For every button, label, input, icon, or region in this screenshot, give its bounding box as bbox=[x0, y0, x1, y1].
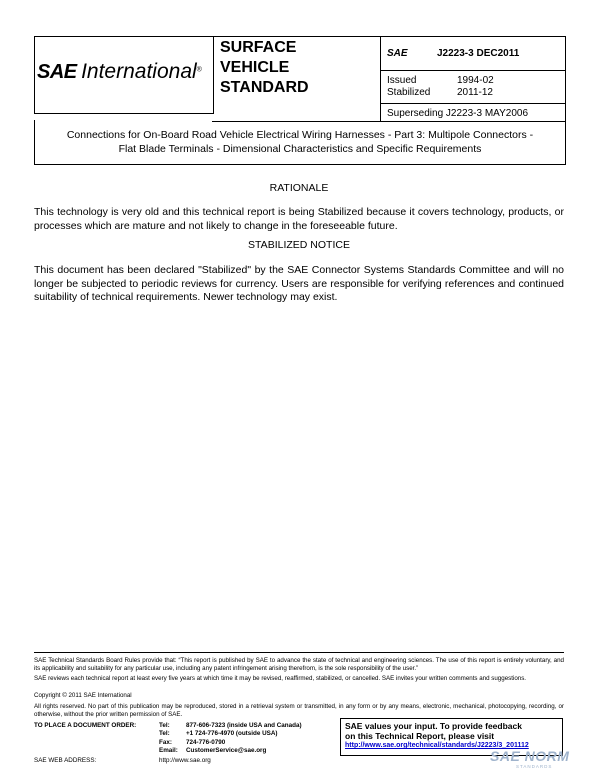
logo-sae-text: SAE bbox=[37, 61, 77, 83]
subject-line-2: Flat Blade Terminals - Dimensional Characteristics and Specific Requirements bbox=[118, 143, 482, 155]
fax-label: Fax: bbox=[159, 739, 172, 746]
subject-line-1: Connections for On-Board Road Vehicle Electrical Wiring Harnesses - Part 3: Multipole Connectors - bbox=[66, 129, 534, 141]
sae-international-logo bbox=[37, 60, 202, 84]
feedback-line-2: on this Technical Report, please visit bbox=[345, 731, 495, 741]
rationale-text: This technology is very old and this technical report is being Stabilized because it covers technology, products, or processes which are mature and not likely to change in the foreseeable future. bbox=[34, 206, 564, 232]
doc-id-row bbox=[381, 37, 565, 71]
watermark-subtext: STANDARDS bbox=[516, 764, 553, 769]
email-value[interactable]: CustomerService@sae.org bbox=[186, 747, 267, 754]
logo-registered-mark: ® bbox=[196, 66, 202, 74]
stabilized-notice-heading: STABILIZED NOTICE bbox=[248, 239, 350, 251]
tel1-value: 877-606-7323 (inside USA and Canada) bbox=[186, 722, 302, 729]
footer-review: SAE reviews each technical report at least every five years at which time it may be revised, reaffirmed, stabilized, or cancelled. SAE invites your written comments and suggestions. bbox=[34, 675, 527, 682]
title-line-2: VEHICLE bbox=[220, 59, 290, 76]
title-line-1: SURFACE bbox=[220, 39, 297, 56]
stabilized-notice-text: This document has been declared "Stabilized" by the SAE Connector Systems Standards Committee and will no longer be subjected to periodic reviews for currency. Users are responsible for verifying references and continued suitability of technical requirements. Newer technology may exist. bbox=[34, 264, 564, 303]
web-value[interactable]: http://www.sae.org bbox=[159, 757, 211, 764]
tel1-label: Tel: bbox=[159, 722, 170, 729]
stabilized-label: Stabilized bbox=[387, 87, 431, 98]
order-label: TO PLACE A DOCUMENT ORDER: bbox=[34, 722, 137, 729]
document-subject bbox=[34, 120, 566, 165]
rationale-heading: RATIONALE bbox=[269, 182, 329, 194]
footer-rights: All rights reserved. No part of this publication may be reproduced, stored in a retrieval system or transmitted, in any form or by any means, electronic, mechanical, photocopying, recording, or otherwise, without the prior written permission of SAE. bbox=[34, 703, 564, 718]
email-label: Email: bbox=[159, 747, 178, 754]
stabilized-value: 2011-12 bbox=[457, 87, 493, 98]
issued-value: 1994-02 bbox=[457, 75, 494, 86]
issued-label: Issued bbox=[387, 75, 417, 86]
tel2-value: +1 724-776-4970 (outside USA) bbox=[186, 730, 278, 737]
sae-norm-watermark: SAE NORM bbox=[490, 748, 570, 764]
footer-divider bbox=[34, 652, 564, 653]
logo-international-text: International bbox=[81, 60, 197, 83]
web-label: SAE WEB ADDRESS: bbox=[34, 757, 97, 764]
fax-value: 724-776-0790 bbox=[186, 739, 226, 746]
document-meta-box bbox=[380, 36, 566, 122]
feedback-line-1: SAE values your input. To provide feedback bbox=[345, 721, 522, 731]
document-type-title bbox=[220, 38, 309, 98]
superseding-text: Superseding J2223-3 MAY2006 bbox=[387, 108, 529, 119]
feedback-url-link[interactable]: http://www.sae.org/technical/standards/J2223/3_201112 bbox=[345, 742, 529, 749]
footer-rules: SAE Technical Standards Board Rules provide that: “This report is published by SAE to advance the state of technical and engineering sciences. The use of this report is entirely voluntary, and its applicability and suitability for any particular use, including any patent infringement arising therefrom, is the sole responsibility of the user.” bbox=[34, 657, 564, 672]
sae-mini-logo: SAE bbox=[387, 48, 408, 59]
footer-copyright: Copyright © 2011 SAE International bbox=[34, 692, 132, 699]
tel2-label: Tel: bbox=[159, 730, 170, 737]
document-id: J2223-3 DEC2011 bbox=[437, 48, 520, 59]
logo-box bbox=[34, 36, 214, 114]
title-line-3: STANDARD bbox=[220, 79, 309, 96]
